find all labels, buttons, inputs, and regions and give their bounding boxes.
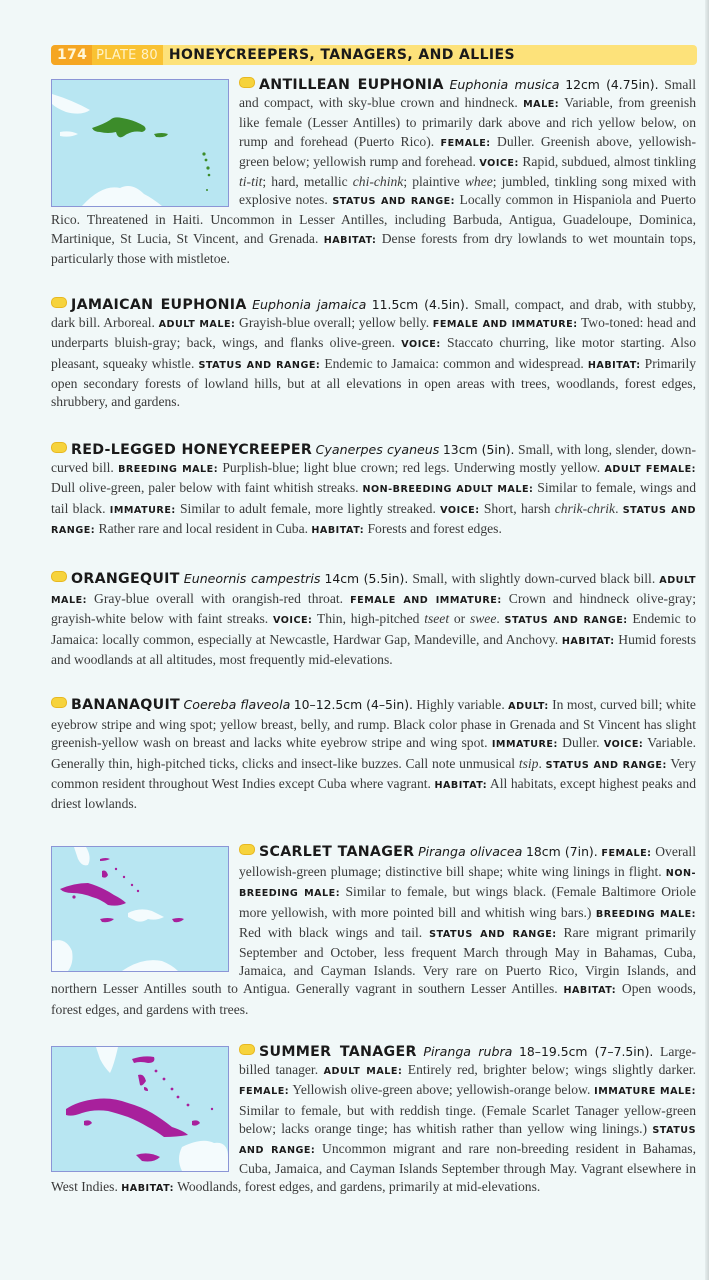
field-label: STATUS AND RANGE: [545,759,667,771]
field-label: HABITAT: [323,234,377,246]
description-text: Yellowish olive-green above; yellowish-orange below. [289,1082,595,1098]
species-entry-bananaquit [51,696,696,813]
species-marker-icon [239,844,255,855]
species-marker-icon [51,697,67,708]
field-label: FEMALE: [239,1086,290,1098]
species-entry-scarlet-tanager [51,843,696,1019]
field-label: IMMATURE: [491,739,558,751]
description-text: In most, curved bill; white eyebrow stripe and wing spot; yellow breast, belly, and rump. Black color phase in Grenada and St Vincent has slight greenish-yellow wash on breast and lacks white eyebrow stripe and wing spot. [51,697,696,751]
species-size: 12cm (4.75in). [565,77,659,92]
description-text: Gray-blue overall with orangish-red throat. [86,591,351,607]
field-label: ADULT MALE: [51,575,697,607]
description-text: Similar to female, but wings black. (Female Baltimore Oriole more yellowish, with more pointed bill and whitish wing bars.) [239,884,697,920]
vocalization: tseet [424,611,450,627]
range-map [51,846,229,972]
species-entry-red-legged-honeycreeper [51,441,696,540]
description-text: Thin, high-pitched [312,611,425,627]
page-number: 174 [51,45,92,65]
field-label: HABITAT: [311,524,365,536]
description-text: or [449,611,470,627]
species-entry-jamaican-euphonia [51,296,696,411]
field-label: VOICE: [603,739,644,751]
field-label: VOICE: [401,339,441,351]
field-label: STATUS AND RANGE: [239,1124,696,1157]
field-label: HABITAT: [563,985,617,997]
species-name: ORANGEQUIT [71,571,180,587]
description-text: Variable. Generally thin, high-pitched ticks, clicks and insect-like buzzes. Call note unmusical [51,735,696,771]
field-label: FEMALE AND IMMATURE: [350,595,502,607]
description-text: Small, compact, and drab, with stubby, dark bill. Arboreal. [51,297,697,331]
plate-label: PLATE 80 [92,45,163,65]
scientific-name: Euneornis campestris [183,571,321,586]
description-text: Open woods, forest edges, and gardens with trees. [51,981,696,1017]
species-size: 14cm (5.5in). [324,571,409,586]
field-label: STATUS AND RANGE: [332,196,455,208]
description-text: . [615,500,623,516]
field-label: STATUS AND RANGE: [51,504,697,536]
range-map-antilles-icon [52,80,228,206]
species-size: 10–12.5cm (4–5in). [293,697,413,712]
field-label: STATUS AND RANGE: [198,359,321,371]
field-label: ADULT MALE: [158,319,236,331]
field-label: VOICE: [479,157,519,169]
field-label: STATUS AND RANGE: [429,928,557,940]
description-text: Primarily open secondary forests of lowland hills, but at all elevations in open areas with trees, woodlands, forest edges, shrubbery, and gardens. [51,355,697,410]
species-marker-icon [51,297,67,308]
running-header [51,45,697,65]
description-text: Small and compact, with sky-blue crown and hindneck. [239,77,696,111]
species-marker-icon [51,442,67,453]
description-text: Overall yellowish-green plumage; distinctive bill shape; white wing linings in flight. [239,844,696,880]
description-text: Duller. Greenish above, yellowish-green below; yellowish rump and forehead. [239,133,696,169]
vocalization: chrik-chrik [554,500,616,516]
field-label: ADULT FEMALE: [604,464,697,476]
species-name: RED-LEGGED HONEYCREEPER [71,442,313,458]
scientific-name: Piranga rubra [423,1044,513,1059]
scientific-name: Euphonia jamaica [252,297,367,312]
range-map-caribbean-icon [52,847,228,971]
description-text: Staccato churring, like motor starting. Also pleasant, squeaky whistle. [51,335,696,371]
description-text: Endemic to Jamaica: common and widespread. [320,355,588,371]
field-label: FEMALE: [440,137,491,149]
field-label: VOICE: [272,615,313,627]
field-label: STATUS AND RANGE: [504,615,628,627]
field-label: NON-BREEDING ADULT MALE: [362,484,534,496]
description-text: Crown and hindneck olive-gray; grayish-white below with faint streaks. [51,591,696,627]
field-label: FEMALE: [601,848,652,859]
field-label: NON-BREEDING MALE: [239,868,696,900]
description-text: Woodlands, forest edges, and gardens, primarily at mid-elevations. [173,1179,541,1195]
species-name: SCARLET TANAGER [259,844,415,860]
species-marker-icon [239,77,255,88]
species-marker-icon [239,1044,255,1055]
field-label: ADULT MALE: [323,1066,403,1078]
description-text: ; plaintive [403,174,465,190]
range-map-caribbean-icon [52,1047,228,1171]
field-label: IMMATURE MALE: [594,1086,696,1098]
description-text: Rapid, subdued, almost tinkling [518,153,697,169]
description-text: Endemic to Jamaica: locally common, especially at Newcastle, Hardwar Gap, Mandeville, and Anchovy. [51,611,697,647]
description-text: Red with black wings and tail. [239,924,430,940]
species-text [51,441,696,540]
description-text: Small, with slightly down-curved black bill. [408,571,660,586]
field-label: HABITAT: [434,779,488,791]
scientific-name: Cyanerpes cyaneus [315,442,440,457]
scientific-name: Piranga olivacea [418,844,523,859]
description-text: ; jumbled, tinkling song mixed with explosive notes. [239,174,697,208]
description-text: Highly variable. [412,697,509,712]
vocalization: whee [464,174,493,190]
field-label: HABITAT: [587,359,641,371]
field-label: HABITAT: [121,1183,174,1195]
description-text: Rare migrant primarily September and October, less frequent March through May in Bahamas, Cuba, Jamaica, and Cayman Islands. Very rare on Puerto Rico, Virgin Islands, and northern Lesser Antilles south to Antigua. Generally vagrant in southern Lesser Antilles. [51,924,696,997]
scientific-name: Coereba flaveola [183,697,291,712]
species-text [51,296,696,411]
description-text: Duller. [557,735,604,751]
description-text: Dull olive-green, paler below with faint whitish streaks. [51,480,363,496]
species-size: 18–19.5cm (7–7.5in). [519,1044,654,1059]
species-entry-orangequit [51,570,696,669]
species-name: SUMMER TANAGER [259,1044,417,1060]
description-text: Short, harsh [479,500,555,516]
field-label: FEMALE AND IMMATURE: [432,319,578,331]
vocalization: chi-chink [352,174,404,190]
species-name: JAMAICAN EUPHONIA [71,297,247,313]
field-label: BREEDING MALE: [595,908,696,920]
description-text: Variable, from greenish like female (Lesser Antilles) to primarily dark above and rich yellow below, on rump and forehead (Puerto Rico). [239,95,696,149]
description-text: Similar to adult female, more lightly streaked. [175,500,441,516]
range-map [51,79,229,207]
section-title: HONEYCREEPERS, TANAGERS, AND ALLIES [168,47,515,63]
field-label: VOICE: [440,504,480,516]
species-marker-icon [51,571,67,582]
description-text: Grayish-blue overall; yellow belly. [235,315,433,331]
description-text: Similar to female, wings and tail black. [51,480,697,516]
species-size: 13cm (5in). [442,442,515,457]
description-text: Rather rare and local resident in Cuba. [95,520,312,536]
description-text: Two-toned: head and underparts bluish-gray; back, wings, and flanks olive-green. [51,315,696,351]
field-label: HABITAT: [561,635,615,647]
range-map [51,1046,229,1172]
species-name: BANANAQUIT [71,697,181,713]
page-edge-shadow [705,0,709,1280]
description-text: Very common resident throughout West Indies except Cuba where vagrant. [51,755,697,791]
description-text: Entirely red, brighter below; wings slightly darker. [402,1062,696,1078]
description-text: Purplish-blue; light blue crown; red legs. Underwing mostly yellow. [218,460,605,476]
species-entry-summer-tanager [51,1043,696,1199]
description-text: Uncommon migrant and rare non-breeding resident in Bahamas, Cuba, Jamaica, and Cayman Islands September through May. Vagrant elsewhere in West Indies. [51,1141,696,1195]
description-text: Similar to female, but with reddish tinge. (Female Scarlet Tanager yellow-green below; lacks orange tinge; has whitish rather than yellow wing linings.) [239,1102,696,1136]
description-text: ; hard, metallic [262,174,353,190]
description-text: Large-billed tanager. [239,1044,697,1078]
description-text: Small, with long, slender, down-curved bill. [51,442,696,476]
species-text [51,696,696,813]
description-text: All habitats, except highest peaks and driest lowlands. [51,775,696,812]
description-text: Forests and forest edges. [364,520,502,536]
description-text: Dense forests from dry lowlands to wet mountain tops, particularly those with mistletoe. [51,230,696,266]
description-text: . [496,611,505,627]
species-entry-antillean-euphonia [51,76,696,268]
description-text: Humid forests and woodlands at all altitudes, most frequently mid-elevations. [51,631,696,667]
field-label: ADULT: [508,701,549,712]
description-text: . [538,755,546,771]
field-label: MALE: [523,99,560,111]
field-label: IMMATURE: [109,504,176,516]
species-size: 11.5cm (4.5in). [371,297,469,312]
vocalization: ti-tit [239,174,263,190]
species-size: 18cm (7in). [526,844,598,859]
vocalization: swee [469,611,497,627]
species-name: ANTILLEAN EUPHONIA [259,77,444,93]
vocalization: tsip [518,755,539,771]
field-label: BREEDING MALE: [118,464,219,476]
species-text [51,570,696,669]
description-text: Locally common in Hispaniola and Puerto Rico. Threatened in Haiti. Uncommon in Lesser Antilles, including Barbuda, Antigua, Guadeloupe, Dominica, Martinique, St Lucia, St Vincent, and Grenada. [51,192,696,246]
scientific-name: Euphonia musica [449,77,560,92]
